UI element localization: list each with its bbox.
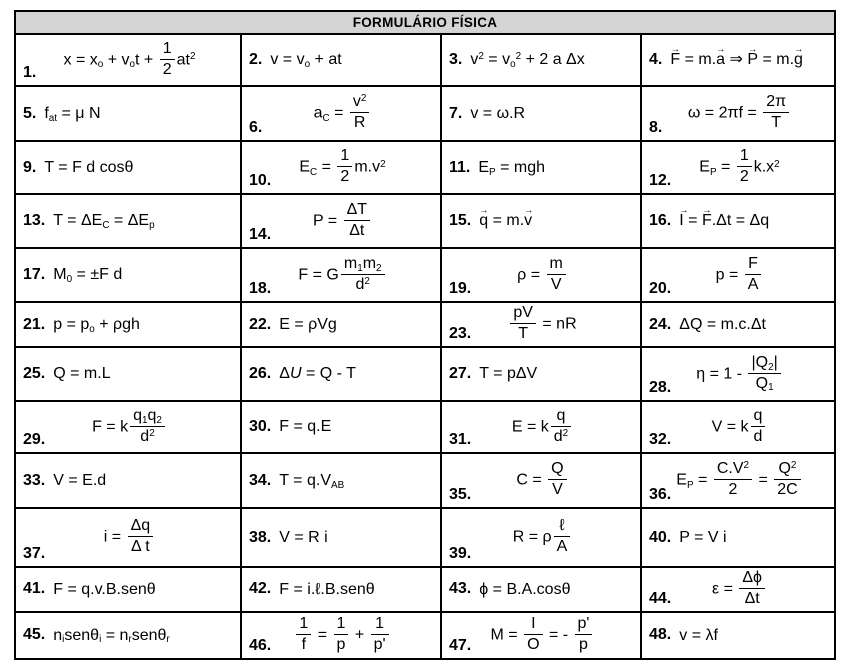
formula-cell (242, 613, 440, 658)
formula-cell (242, 348, 440, 400)
formula-expression: q → = m.v → (479, 211, 532, 230)
formula-expression: F = q.E (279, 418, 332, 436)
fraction: $\frac{F}{A}$ (745, 255, 762, 294)
formula-number: 22. (249, 315, 272, 333)
formula-cell (642, 509, 834, 566)
formula-expression: T = F d cosθ (44, 158, 134, 176)
formula-expression: C = $\frac{Q}{V}$ (449, 461, 636, 500)
formula-number: 45. (23, 626, 46, 644)
formula-number: 24. (649, 315, 672, 333)
formula-number: 34. (249, 471, 272, 489)
formula-cell (16, 613, 240, 658)
formula-cell (442, 348, 640, 400)
formula-expression: E = ρVg (279, 315, 337, 333)
formula-cell (242, 402, 440, 452)
formula-expression: P = $\frac{\Delta T}{\Delta t}$ (249, 202, 436, 241)
formula-number: 40. (649, 528, 672, 546)
formula-cell (16, 402, 240, 452)
formula-expression: ε = $\frac{\Delta\phi}{\Delta t}$ (649, 570, 830, 609)
formula-cell (16, 509, 240, 566)
formula-cell (16, 348, 240, 400)
formula-cell (242, 249, 440, 301)
formula-number: 30. (249, 418, 272, 435)
formula-number: 33. (23, 471, 46, 489)
formula-expression: V = R i (279, 528, 328, 546)
formula-expression: I → = F →.Δt = Δq (679, 211, 769, 230)
formula-expression: ω = 2πf = $\frac{2\pi}{T}$ (649, 94, 830, 133)
formula-expression: $E_P$ = $\frac{C.V^2}{2}$ = $\frac{Q^2}{2C}$ (649, 461, 830, 500)
formula-cell (442, 613, 640, 658)
formula-cell (16, 303, 240, 346)
formula-expression: E = k $\frac{q}{d^2}$ (449, 408, 636, 447)
formula-cell (16, 195, 240, 247)
formula-expression: $v = v_o$ + at (270, 51, 342, 71)
formula-number: 32. (649, 431, 672, 448)
formula-cell (16, 249, 240, 301)
formula-cell (442, 568, 640, 611)
fraction: $\frac{1}{2}$ (737, 147, 752, 186)
formula-expression: v = λf (679, 626, 718, 644)
formula-expression: Q = m.L (53, 365, 111, 383)
formula-number: 11. (449, 158, 471, 176)
formula-expression: $M_0 = \pm F$ d (53, 266, 123, 286)
vector-arrow: g → (794, 50, 803, 69)
fraction: $\frac{|Q_2|}{Q_1}$ (748, 354, 780, 393)
fraction: $\frac{1}{f}$ (296, 615, 311, 654)
formula-cell (442, 454, 640, 507)
formula-expression: ρ = $\frac{m}{V}$ (449, 256, 636, 295)
formula-expression: $E_C$ = $\frac{1}{2}$ $m.v^2$ (299, 147, 386, 186)
formula-number: 14. (249, 226, 272, 243)
formula-expression: F = q.v.B.senθ (53, 580, 156, 598)
fraction: $\frac{\Delta\phi}{\Delta t}$ (739, 569, 765, 608)
formula-expression: ΔQ = m.c.Δt (679, 315, 766, 333)
formula-cell (442, 509, 640, 566)
formula-number: 9. (23, 158, 37, 176)
formula-number: 44. (649, 589, 672, 607)
fraction: $\frac{q_1q_2}{d^2}$ (130, 407, 165, 446)
formula-expression: F = k $\frac{q_1q_2}{d^2}$ (23, 408, 236, 447)
formula-expression: ΔU = Q - T (279, 365, 356, 383)
formula-expression: $E_P$ = $\frac{1}{2}$ $k.x^2$ (699, 147, 780, 186)
formula-expression: T = pΔV (479, 365, 538, 383)
formula-number: 20. (649, 280, 672, 297)
formula-expression: $E_P$ = mgh (478, 158, 545, 178)
formula-number: 10. (249, 172, 272, 189)
fraction: $\frac{1}{2}$ (337, 147, 352, 186)
fraction: $\frac{2\pi}{T}$ (763, 93, 789, 132)
formula-cell (242, 303, 440, 346)
formula-number: 4. (649, 51, 663, 68)
formula-number: 46. (249, 636, 272, 654)
formula-expression: F = i.ℓ.B.senθ (279, 580, 375, 598)
fraction: $\frac{\Delta T}{\Delta t}$ (344, 201, 370, 240)
formula-number: 26. (249, 365, 272, 382)
formula-number: 1. (23, 64, 37, 81)
formula-number: 38. (249, 528, 272, 546)
fraction: $\frac{C.V^2}{2}$ (714, 460, 752, 499)
formula-expression: $x = x_o + v_ot$ + $\frac{1}{2}$ $at^2$ (63, 39, 196, 78)
fraction: $\frac{q}{d^2}$ (551, 407, 571, 446)
formula-expression: ϕ = B.A.cosθ (479, 580, 571, 598)
formula-number: 16. (649, 212, 672, 229)
fraction: $\frac{m}{V}$ (547, 255, 566, 294)
formula-cell (242, 568, 440, 611)
formula-expression: $n_isen\theta_i = n_rsen\theta_r$ (53, 626, 170, 646)
vector-arrow: I → (679, 211, 683, 230)
formula-cell (16, 454, 240, 507)
fraction: $\frac{\Delta q}{\text{Δ t}}$ (128, 517, 154, 556)
formula-cell (642, 249, 834, 301)
fraction: $\frac{Q^2}{2C}$ (774, 460, 800, 499)
formula-cell (642, 454, 834, 507)
formula-expression: P = V i (679, 528, 727, 546)
formula-number: 31. (449, 431, 472, 448)
vector-arrow: F → (702, 211, 712, 230)
fraction: $\frac{\text{ℓ}}{A}$ (554, 517, 571, 556)
formula-expression: $T = \Delta E_C = \Delta E_p$ (53, 212, 155, 232)
formula-expression: R = ρ $\frac{\text{ℓ}}{A}$ (449, 518, 636, 557)
formula-cell (642, 35, 834, 85)
formula-cell (242, 509, 440, 566)
formula-expression: F = G $\frac{m_1m_2}{d^2}$ (249, 256, 436, 295)
formula-cell (642, 348, 834, 400)
vector-arrow: F → (670, 50, 680, 69)
formula-cell (16, 142, 240, 193)
formula-cell (442, 249, 640, 301)
fraction: $\frac{1}{p}$ (334, 615, 349, 654)
formula-number: 28. (649, 379, 672, 396)
formula-sheet (14, 10, 836, 660)
formula-cell (442, 142, 640, 193)
formula-number: 47. (449, 636, 472, 654)
formula-number: 29. (23, 431, 46, 448)
fraction: $\frac{p'}{p}$ (575, 615, 593, 654)
formula-expression: $T = q.V_{AB}$ (279, 471, 345, 491)
formula-cell (442, 303, 640, 346)
formula-expression: $a_C$ = $\frac{v^2}{R}$ (249, 94, 436, 133)
formula-cell (642, 613, 834, 658)
fraction: $\frac{v^2}{R}$ (350, 93, 370, 132)
vector-arrow: P → (747, 50, 758, 69)
formula-number: 27. (449, 365, 472, 382)
formula-cell (16, 35, 240, 85)
formula-number: 15. (449, 212, 472, 229)
formula-number: 8. (649, 119, 663, 136)
formula-cell (16, 568, 240, 611)
formula-cell (16, 87, 240, 140)
formula-grid (14, 10, 836, 660)
formula-expression: η = 1 - $\frac{|Q_2|}{Q_1}$ (649, 355, 830, 394)
fraction: $\frac{q}{d}$ (751, 407, 766, 446)
formula-number: 43. (449, 580, 472, 598)
formula-number: 17. (23, 266, 46, 283)
formula-number: 19. (449, 280, 472, 297)
formula-expression: V = E.d (53, 471, 107, 489)
formula-expression: V = k $\frac{q}{d}$ (649, 408, 830, 447)
formula-cell (442, 87, 640, 140)
formula-number: 39. (449, 545, 472, 562)
formula-number: 13. (23, 212, 46, 229)
formula-expression: v = ω.R (470, 104, 526, 122)
formula-number: 35. (449, 486, 472, 503)
formula-expression: p = $\frac{F}{A}$ (649, 256, 830, 295)
formula-number: 12. (649, 172, 672, 189)
formula-number: 21. (23, 315, 46, 333)
fraction: $\frac{I}{O}$ (524, 615, 542, 654)
vector-arrow: v → (524, 211, 532, 230)
formula-expression: $v^2 = v_o^2 + 2$ a Δx (470, 51, 585, 71)
formula-number: 2. (249, 51, 263, 68)
formula-cell (242, 87, 440, 140)
formula-expression: M = $\frac{I}{O}$ = - $\frac{p'}{p}$ (449, 616, 636, 655)
formula-number: 5. (23, 104, 37, 122)
formula-number: 48. (649, 626, 672, 644)
formula-expression: i = $\frac{\Delta q}{\text{Δ t}}$ (23, 518, 236, 557)
formula-cell (642, 402, 834, 452)
formula-expression: $p = p_o + \rho gh$ (53, 315, 140, 335)
formula-number: 41. (23, 580, 46, 598)
formula-expression: $\frac{1}{f}$ = $\frac{1}{p}$ + $\frac{1}{p'}$ (249, 616, 436, 655)
formula-cell (242, 142, 440, 193)
formula-expression: $\frac{pV}{T}$ = nR (449, 305, 636, 344)
formula-cell (642, 568, 834, 611)
formula-number: 23. (449, 325, 472, 342)
formula-cell (242, 195, 440, 247)
fraction: $\frac{1}{2}$ (160, 40, 175, 79)
formula-cell (642, 195, 834, 247)
fraction: $\frac{Q}{V}$ (548, 460, 566, 499)
formula-expression: F → = m.a → ⇒ P → = m.g → (670, 50, 803, 69)
formula-expression: $f_{at} = \mu$ N (44, 104, 101, 124)
vector-arrow: a → (716, 50, 725, 69)
formula-cell (442, 402, 640, 452)
formula-cell (442, 195, 640, 247)
formula-cell (242, 35, 440, 85)
fraction: $\frac{1}{p'}$ (371, 615, 389, 654)
formula-cell (642, 303, 834, 346)
formula-cell (242, 454, 440, 507)
fraction: $\frac{pV}{T}$ (510, 304, 536, 343)
formula-number: 36. (649, 486, 672, 503)
formula-number: 18. (249, 280, 272, 297)
sheet-title: FORMULÁRIO FÍSICA (16, 12, 834, 33)
formula-cell (642, 87, 834, 140)
formula-number: 25. (23, 365, 46, 382)
fraction: $\frac{m_1m_2}{d^2}$ (341, 255, 385, 294)
formula-number: 7. (449, 104, 463, 122)
vector-arrow: q → (479, 211, 488, 230)
formula-cell (442, 35, 640, 85)
formula-number: 37. (23, 545, 46, 562)
formula-number: 6. (249, 119, 263, 136)
formula-number: 42. (249, 580, 272, 598)
formula-cell (642, 142, 834, 193)
formula-number: 3. (449, 51, 463, 68)
